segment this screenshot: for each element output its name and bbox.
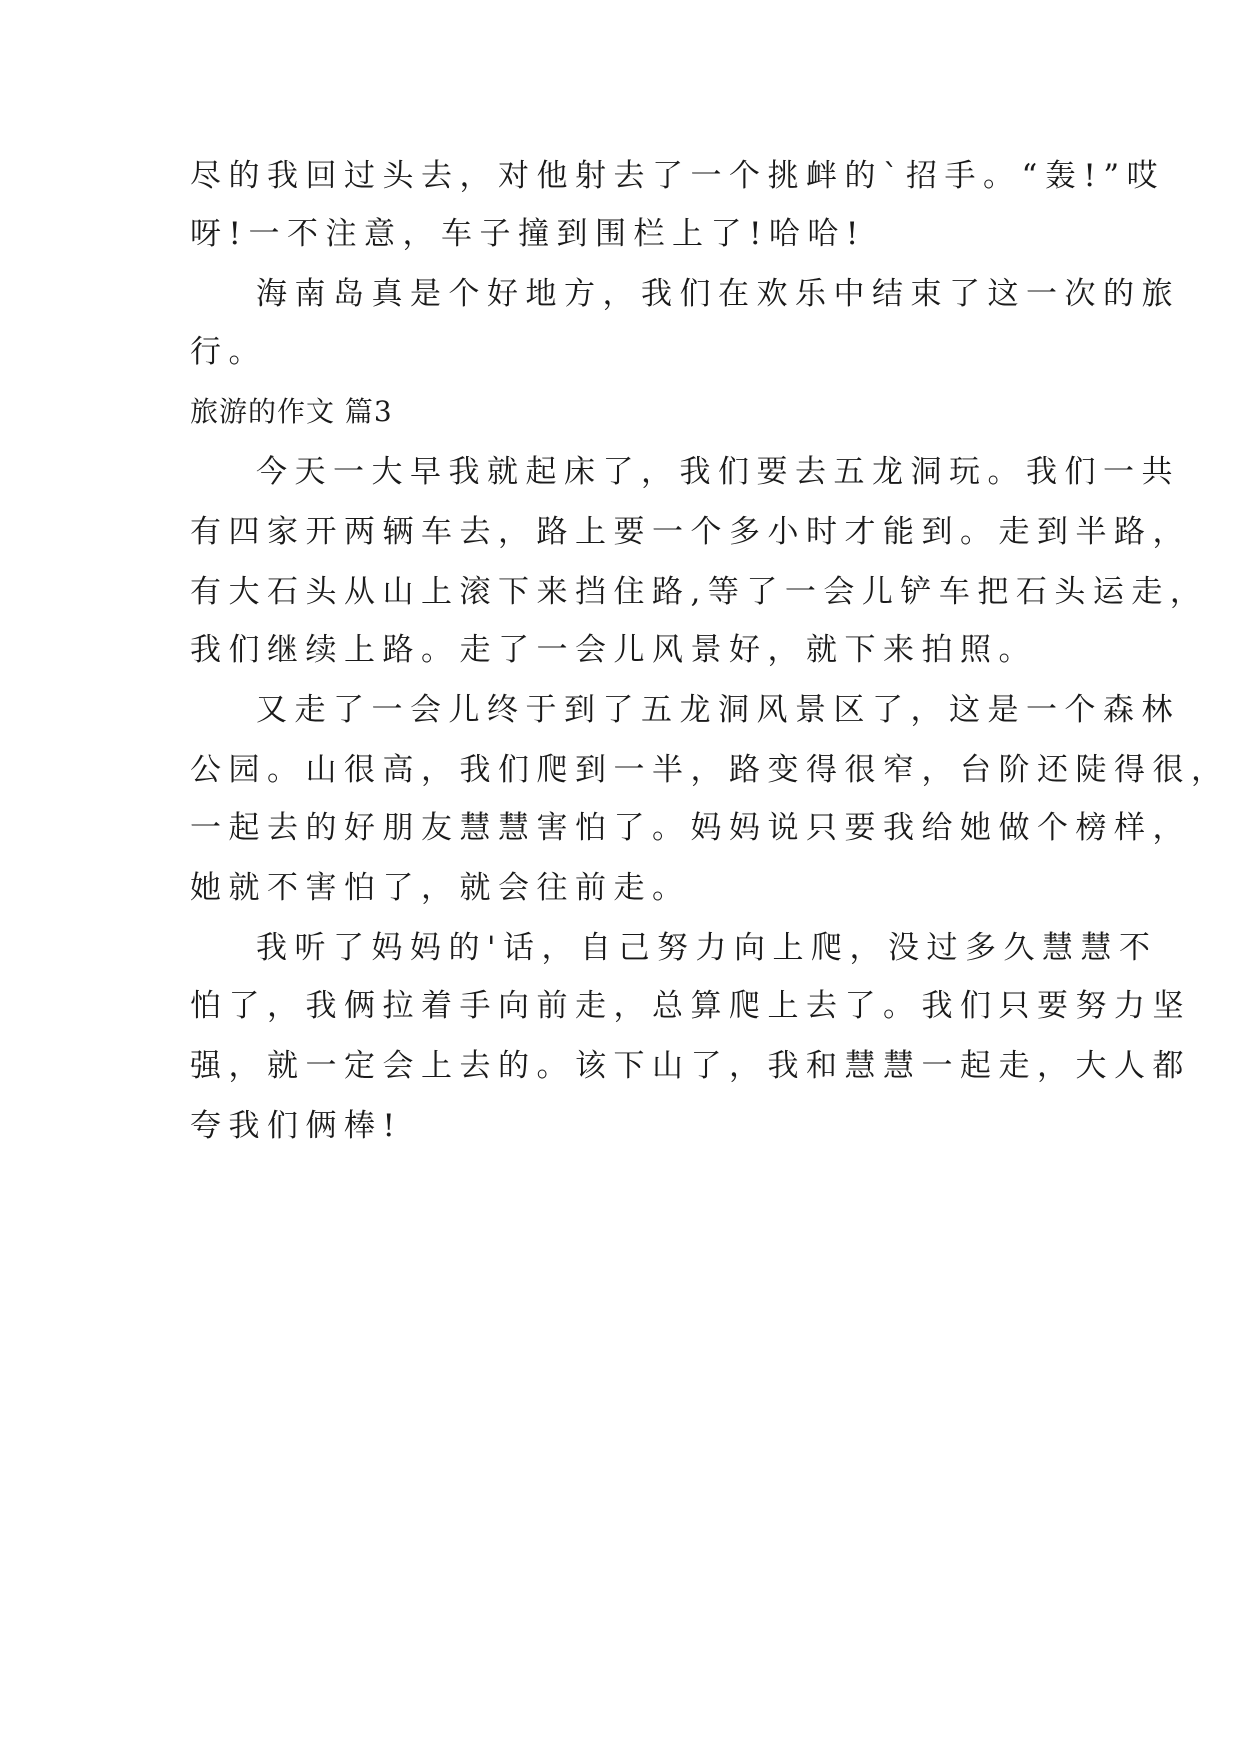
paragraph-line: 行。	[190, 334, 267, 370]
paragraph-line: 有大石头从山上滚下来挡住路,等了一会儿铲车把石头运走，	[190, 574, 1209, 610]
paragraph-line: 强，就一定会上去的。该下山了，我和慧慧一起走，大人都	[190, 1048, 1191, 1084]
paragraph-line: 海南岛真是个好地方，我们在欢乐中结束了这一次的旅	[256, 276, 1180, 312]
paragraph-line: 今天一大早我就起床了，我们要去五龙洞玩。我们一共	[256, 454, 1180, 490]
paragraph-line: 她就不害怕了，就会往前走。	[190, 870, 691, 906]
paragraph-line: 有四家开两辆车去，路上要一个多小时才能到。走到半路，	[190, 514, 1191, 550]
paragraph-line: 夸我们俩棒!	[190, 1108, 403, 1144]
paragraph-line: 一起去的好朋友慧慧害怕了。妈妈说只要我给她做个榜样，	[190, 810, 1191, 846]
paragraph-line: 又走了一会儿终于到了五龙洞风景区了，这是一个森林	[256, 692, 1180, 728]
paragraph-line: 怕了，我俩拉着手向前走，总算爬上去了。我们只要努力坚	[190, 988, 1191, 1024]
paragraph-line: 我们继续上路。走了一会儿风景好，就下来拍照。	[190, 632, 1037, 668]
paragraph-line: 尽的我回过头去，对他射去了一个挑衅的`招手。“轰!”哎	[190, 158, 1166, 194]
paragraph-line: 呀!一不注意，车子撞到围栏上了!哈哈!	[190, 216, 866, 252]
paragraph-line: 我听了妈妈的'话，自己努力向上爬，没过多久慧慧不	[256, 930, 1158, 966]
paragraph-line: 公园。山很高，我们爬到一半，路变得很窄，台阶还陡得很，	[190, 752, 1230, 788]
section-heading: 旅游的作文 篇3	[190, 395, 393, 428]
